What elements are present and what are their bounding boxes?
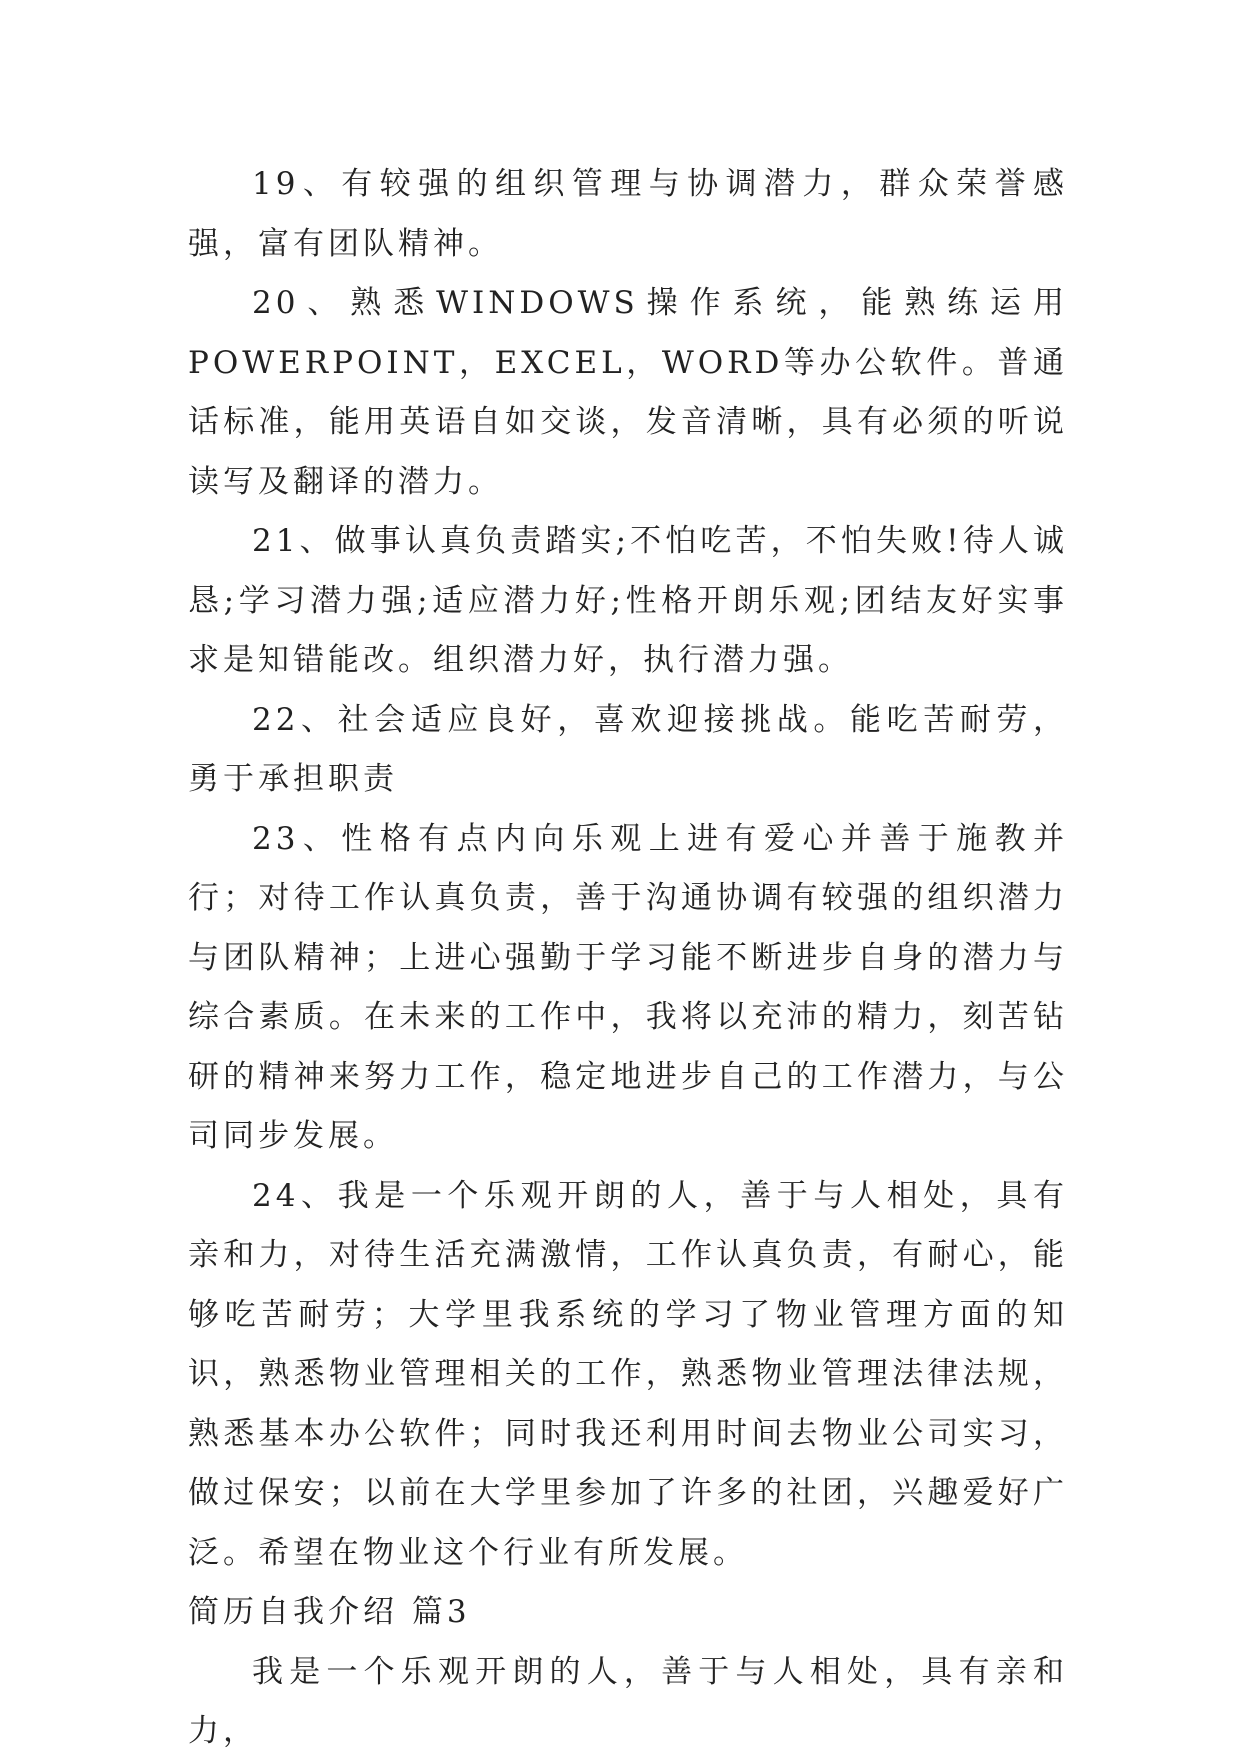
section-paragraph: 我是一个乐观开朗的人，善于与人相处，具有亲和力， bbox=[188, 1653, 1068, 1749]
section-heading: 简历自我介绍 篇3 bbox=[188, 1594, 471, 1630]
paragraph-22: 22、社会适应良好，喜欢迎接挑战。能吃苦耐劳，勇于承担职责 bbox=[188, 701, 1068, 797]
paragraph-23: 23、性格有点内向乐观上进有爱心并善于施教并行；对待工作认真负责，善于沟通协调有较强的组织潜力与团队精神；上进心强勤于学习能不断进步自身的潜力与综合素质。在未来的工作中，我将以充沛的精力，刻苦钻研的精神来努力工作，稳定地进步自己的工作潜力，与公司同步发展。 bbox=[188, 820, 1068, 1154]
paragraph-21: 21、做事认真负责踏实;不怕吃苦，不怕失败!待人诚恳;学习潜力强;适应潜力好;性格开朗乐观;团结友好实事求是知错能改。组织潜力好，执行潜力强。 bbox=[188, 523, 1068, 678]
paragraph-20: 20、熟悉WINDOWS操作系统，能熟练运用POWERPOINT，EXCEL，WORD等办公软件。普通话标准，能用英语自如交谈，发音清晰，具有必须的听说读写及翻译的潜力。 bbox=[188, 285, 1068, 500]
document-body bbox=[188, 155, 1068, 1762]
paragraph-24: 24、我是一个乐观开朗的人，善于与人相处，具有亲和力，对待生活充满激情，工作认真负责，有耐心，能够吃苦耐劳；大学里我系统的学习了物业管理方面的知识，熟悉物业管理相关的工作，熟悉物业管理法律法规，熟悉基本办公软件；同时我还利用时间去物业公司实习，做过保安；以前在大学里参加了许多的社团，兴趣爱好广泛。希望在物业这个行业有所发展。 bbox=[188, 1177, 1068, 1571]
paragraph-19: 19、有较强的组织管理与协调潜力，群众荣誉感强，富有团队精神。 bbox=[188, 166, 1068, 262]
